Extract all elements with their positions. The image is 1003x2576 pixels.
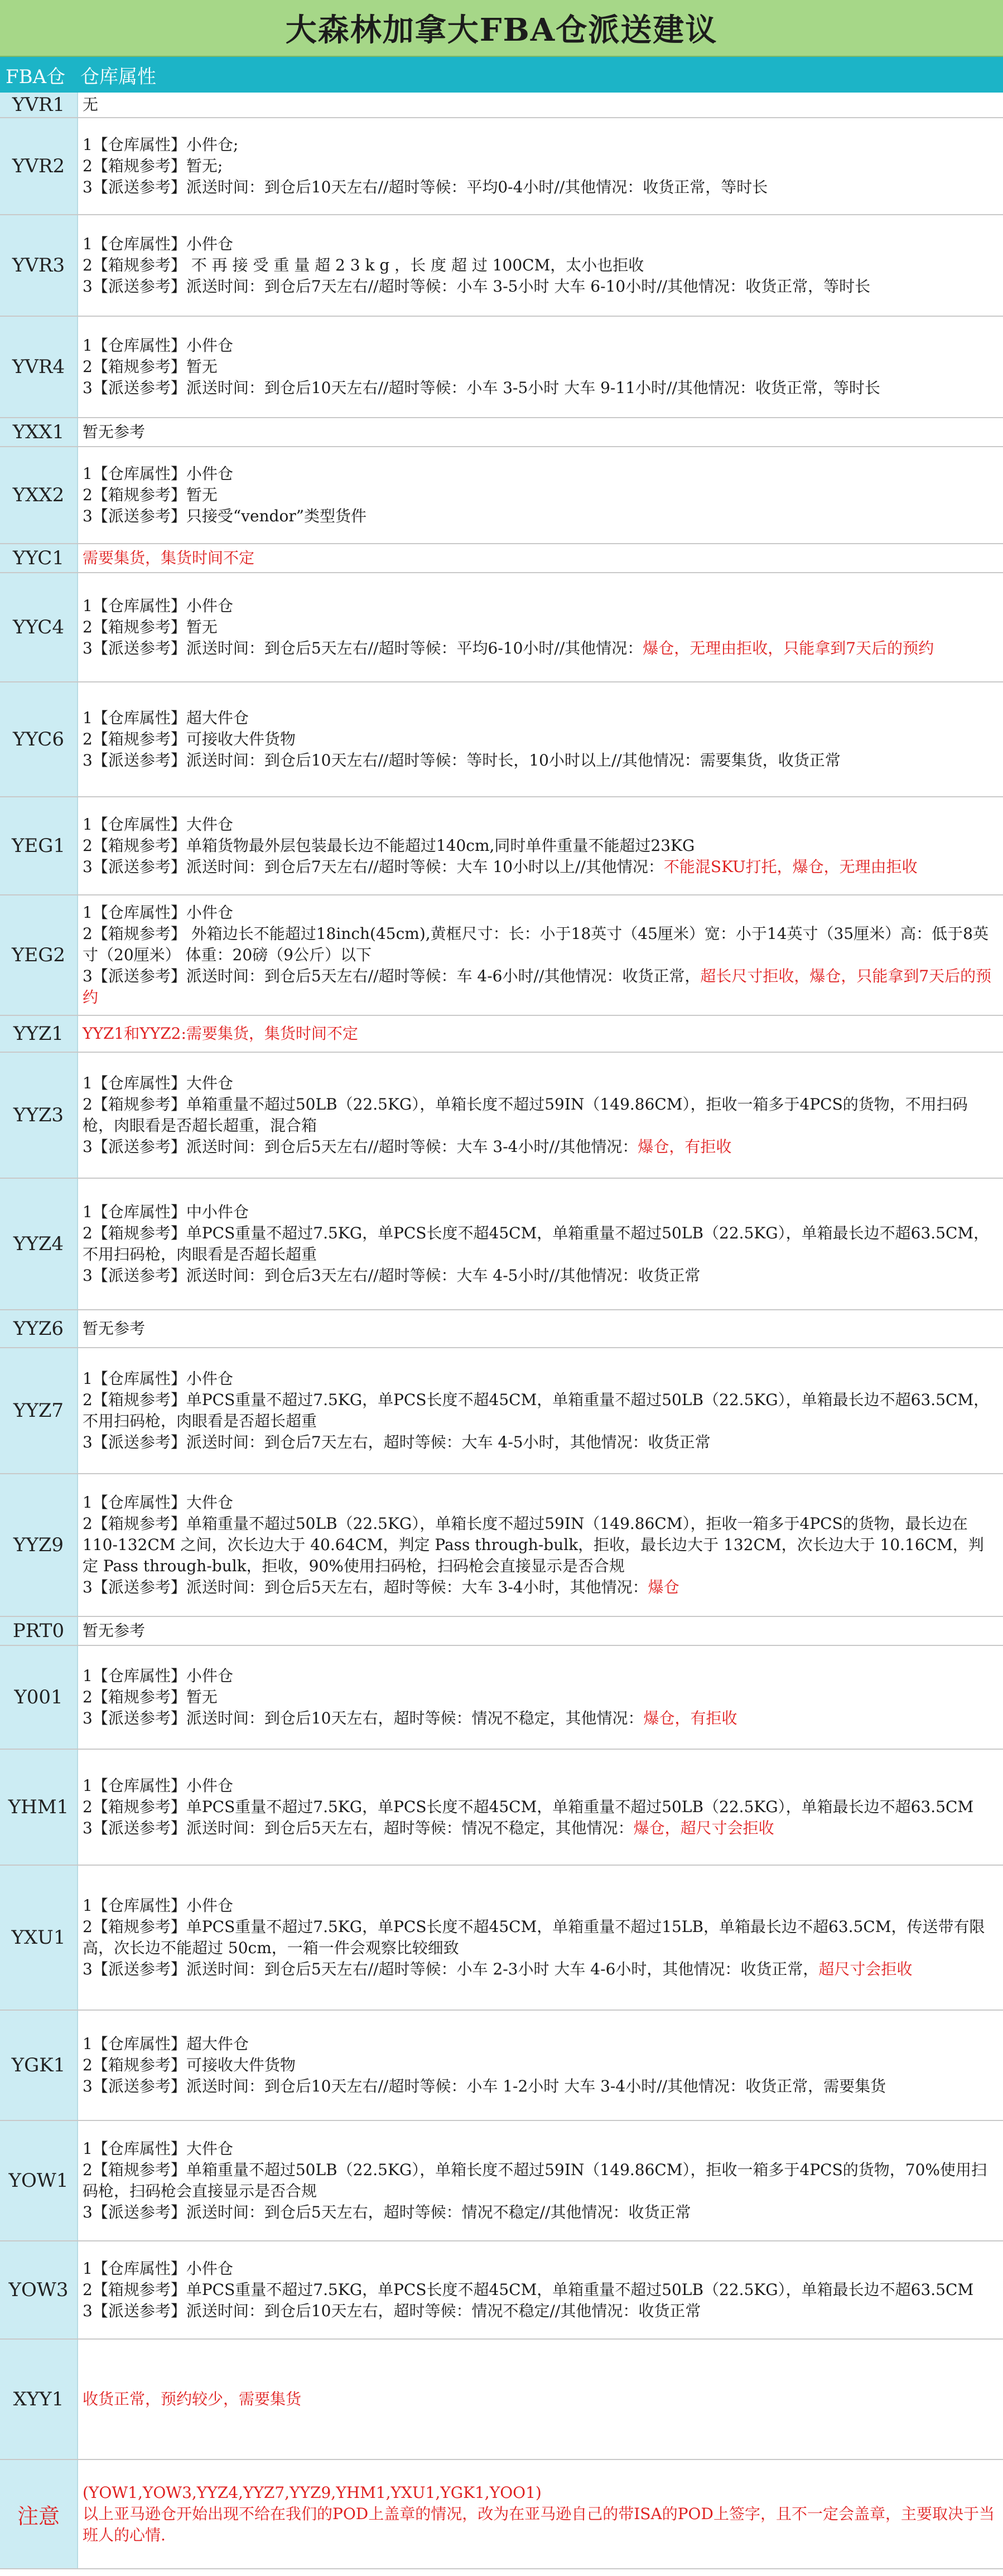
highlight-text: 收货正常，预约较少，需要集货 [83,2390,302,2408]
warehouse-code: YYC6 [0,682,78,796]
detail-line [83,156,995,177]
detail-line [83,966,995,1008]
detail-line [83,335,995,356]
warehouse-details [78,93,1003,117]
detail-text: 3【派送参考】派送时间：到仓后5天左右，超时等候：情况不稳定，其他情况： [83,1819,634,1837]
detail-line [83,1094,995,1136]
warehouse-code: PRT0 [0,1617,78,1645]
detail-text: 3【派送参考】派送时间：到仓后3天左右//超时等候：大车 4-5小时//其他情况：收货正常 [83,1266,701,1285]
detail-text: 1【仓库属性】小件仓 [83,1369,233,1388]
warehouse-code: YXU1 [0,1866,78,2010]
detail-text: 2【箱规参考】暂无 [83,486,218,504]
detail-line [83,923,995,966]
detail-line [83,1708,995,1729]
warehouse-details [78,1617,1003,1645]
detail-line [83,177,995,198]
table-row [0,797,1003,895]
detail-line [83,506,995,527]
detail-text: 3【派送参考】只接受“vendor”类型货件 [83,507,367,525]
detail-line [83,463,995,485]
warehouse-details [78,2340,1003,2459]
detail-text: 1【仓库属性】小件仓 [83,597,233,615]
warehouse-details [78,682,1003,796]
table-row [0,93,1003,118]
header-fba-warehouse: FBA仓 [6,65,66,88]
warehouse-code: YVR4 [0,317,78,417]
warehouse-code: YGK1 [0,2011,78,2120]
detail-text: 1【仓库属性】小件仓 [83,1667,233,1685]
detail-text: 3【派送参考】派送时间：到仓后10天左右，超时等候：情况不稳定，其他情况： [83,1709,644,1727]
detail-text: 1【仓库属性】小件仓 [83,2259,233,2278]
detail-text: 1【仓库属性】小件仓 [83,903,233,922]
table-row [0,2121,1003,2241]
detail-text: 1【仓库属性】大件仓 [83,1074,233,1092]
warehouse-details [78,418,1003,446]
detail-line [83,2202,995,2223]
note-label: 注意 [0,2460,78,2568]
warehouse-code: YEG1 [0,797,78,894]
warehouse-details [78,1866,1003,2010]
warehouse-code: YXX1 [0,418,78,446]
detail-text: 1【仓库属性】小件仓; [83,135,239,154]
warehouse-code: Y001 [0,1646,78,1749]
highlight-text: (YOW1,YOW3,YYZ4,YYZ7,YYZ9,YHM1,YXU1,YGK1,YOO1) [83,2483,542,2502]
warehouse-code: YYZ4 [0,1179,78,1309]
warehouse-code: YYZ3 [0,1053,78,1178]
table-row [0,215,1003,317]
detail-line [83,2389,995,2410]
warehouse-details [78,573,1003,681]
detail-line [83,356,995,377]
detail-text: 1【仓库属性】超大件仓 [83,709,249,727]
highlight-text: YYZ1和YYZ2:需要集货，集货时间不定 [83,1024,358,1043]
table-row [0,1474,1003,1617]
highlight-text: 不能混SKU打托，爆仓，无理由拒收 [663,858,918,876]
detail-text: 2【箱规参考】暂无 [83,1688,218,1706]
detail-text: 3【派送参考】派送时间：到仓后7天左右//超时等候：小车 3-5小时 大车 6-10小时//其他情况：收货正常，等时长 [83,277,871,296]
warehouse-details [78,317,1003,417]
detail-text: 2【箱规参考】 不 再 接 受 重 量 超 2 3 k g ，长 度 超 过 100CM，太小也拒收 [83,256,644,274]
table-row [0,682,1003,797]
detail-line [83,2138,995,2159]
highlight-text: 超长尺寸拒收，爆仓，只能拿到7天后的预约 [83,967,992,1006]
warehouse-code: YYC4 [0,573,78,681]
detail-line [83,485,995,506]
detail-text: 无 [83,95,99,114]
warehouse-code: YVR2 [0,118,78,214]
warehouse-code: YYZ6 [0,1310,78,1347]
detail-line [83,638,995,659]
warehouse-code: YXX2 [0,447,78,543]
detail-text: 1【仓库属性】大件仓 [83,1493,233,1512]
warehouse-code: YVR3 [0,215,78,316]
detail-line [83,1797,995,1818]
detail-text: 1【仓库属性】小件仓 [83,336,233,355]
highlight-text: 需要集货，集货时间不定 [83,549,255,567]
warehouse-table [0,93,1003,2569]
warehouse-details [78,1053,1003,1178]
detail-line [83,234,995,255]
detail-line [83,2301,995,2322]
detail-text: 2【箱规参考】单箱重量不超过50LB（22.5KG），单箱长度不超过59IN（149.86CM），拒收一箱多于4PCS的货物，70%使用扫码枪，扫码枪会直接显示是否合规 [83,2161,987,2200]
detail-text: 2【箱规参考】单PCS重量不超过7.5KG，单PCS长度不超45CM，单箱重量不超过50LB（22.5KG），单箱最长边不超63.5CM [83,1798,974,1816]
header-warehouse-attributes: 仓库属性 [80,65,156,88]
detail-text: 1【仓库属性】中小件仓 [83,1203,249,1221]
detail-line [83,1368,995,1389]
table-row [0,118,1003,215]
detail-text: 3【派送参考】派送时间：到仓后7天左右，超时等候：大车 4-5小时，其他情况：收货正常 [83,1433,711,1451]
detail-text: 1【仓库属性】超大件仓 [83,2035,249,2053]
highlight-text: 爆仓，有拒收 [638,1137,732,1156]
warehouse-code: XYY1 [0,2340,78,2459]
detail-line [83,814,995,835]
highlight-text: 以上亚马逊仓开始出现不给在我们的POD上盖章的情况，改为在亚马逊自己的带ISA的POD上签字，且不一定会盖章，主要取决于当班人的心情. [83,2505,995,2544]
detail-text: 暂无参考 [83,423,146,441]
detail-text: 3【派送参考】派送时间：到仓后10天左右//超时等候：小车 1-2小时 大车 3-4小时//其他情况：收货正常，需要集货 [83,2077,886,2095]
detail-text: 2【箱规参考】可接收大件货物 [83,2056,296,2074]
detail-line [83,1432,995,1453]
detail-line [83,1895,995,1916]
table-row [0,418,1003,447]
detail-line [83,902,995,923]
warehouse-details [78,1179,1003,1309]
detail-text: 暂无参考 [83,1319,146,1338]
table-row [0,1866,1003,2011]
detail-text: 3【派送参考】派送时间：到仓后10天左右//超时等候：小车 3-5小时 大车 9-11小时//其他情况：收货正常，等时长 [83,379,880,397]
detail-line [83,1687,995,1708]
highlight-text: 爆仓，无理由拒收，只能拿到7天后的预约 [643,639,934,657]
warehouse-details [78,1646,1003,1749]
detail-text: 1【仓库属性】小件仓 [83,464,233,483]
detail-text: 1【仓库属性】小件仓 [83,1776,233,1795]
table-row [0,447,1003,544]
detail-text: 3【派送参考】派送时间：到仓后10天左右//超时等候：等时长，10小时以上//其他情况：需要集货，收货正常 [83,751,841,769]
detail-line [83,708,995,729]
detail-line [83,750,995,771]
detail-line [83,422,995,443]
detail-line [83,856,995,878]
detail-line [83,1665,995,1687]
detail-text: 3【派送参考】派送时间：到仓后5天左右，超时等候：情况不稳定//其他情况：收货正常 [83,2203,691,2221]
warehouse-code: YOW3 [0,2241,78,2338]
warehouse-details [78,1474,1003,1616]
detail-line [83,1818,995,1839]
table-row [0,1646,1003,1750]
warehouse-details [78,797,1003,894]
detail-line [83,1775,995,1797]
detail-line [83,2482,995,2504]
table-row [0,1348,1003,1474]
table-row [0,1179,1003,1310]
detail-line [83,1223,995,1265]
warehouse-code: YYC1 [0,544,78,572]
detail-text: 2【箱规参考】暂无 [83,618,218,636]
detail-line [83,1202,995,1223]
detail-text: 3【派送参考】派送时间：到仓后5天左右//超时等候：小车 2-3小时 大车 4-6小时，其他情况：收货正常， [83,1960,819,1978]
detail-line [83,729,995,750]
detail-text: 2【箱规参考】单PCS重量不超过7.5KG，单PCS长度不超45CM，单箱重量不超过50LB（22.5KG），单箱最长边不超63.5CM [83,2280,974,2299]
detail-text: 2【箱规参考】可接收大件货物 [83,730,296,748]
detail-text: 3【派送参考】派送时间：到仓后5天左右//超时等候：车 4-6小时//其他情况：收货正常， [83,967,701,985]
detail-line [83,1916,995,1959]
detail-line [83,2033,995,2055]
table-row [0,544,1003,573]
page-title: 大森林加拿大FBA仓派送建议 [0,0,1003,57]
detail-text: 2【箱规参考】单PCS重量不超过7.5KG，单PCS长度不超45CM，单箱重量不超过50LB（22.5KG），单箱最长边不超63.5CM，不用扫码枪，肉眼看是否超长超重 [83,1391,990,1430]
detail-line [83,2076,995,2097]
detail-line [83,2279,995,2301]
detail-line [83,276,995,297]
detail-line [83,255,995,276]
table-row [0,317,1003,418]
warehouse-code: YHM1 [0,1750,78,1865]
detail-text: 3【派送参考】派送时间：到仓后5天左右//超时等候：大车 3-4小时//其他情况： [83,1137,638,1156]
detail-line [83,1513,995,1577]
table-row [0,1617,1003,1646]
detail-text: 2【箱规参考】单箱重量不超过50LB（22.5KG），单箱长度不超过59IN（149.86CM），拒收一箱多于4PCS的货物，不用扫码枪，肉眼看是否超长超重，混合箱 [83,1095,968,1135]
detail-line [83,1318,995,1339]
warehouse-code: YEG2 [0,895,78,1015]
detail-line [83,595,995,617]
detail-text: 1【仓库属性】大件仓 [83,2139,233,2158]
detail-text: 2【箱规参考】暂无; [83,157,223,175]
highlight-text: 爆仓，有拒收 [643,1709,737,1727]
detail-line [83,548,995,569]
warehouse-code: YVR1 [0,93,78,117]
table-row [0,2011,1003,2121]
table-header [0,57,1003,93]
detail-text: 3【派送参考】派送时间：到仓后10天左右，超时等候：情况不稳定//其他情况：收货正常 [83,2302,701,2320]
highlight-text: 爆仓，超尺寸会拒收 [633,1819,774,1837]
detail-text: 3【派送参考】派送时间：到仓后7天左右//超时等候：大车 10小时以上//其他情况： [83,858,664,876]
detail-line [83,2504,995,2546]
detail-text: 3【派送参考】派送时间：到仓后10天左右//超时等候：平均0-4小时//其他情况：收货正常，等时长 [83,178,768,196]
warehouse-details [78,2241,1003,2338]
highlight-text: 爆仓 [648,1578,679,1596]
detail-text: 2【箱规参考】单箱重量不超过50LB（22.5KG），单箱长度不超过59IN（149.86CM），拒收一箱多于4PCS的货物，最长边在 110-132CM 之间，次长边大于 40.64CM，判定 Pass through-bulk，拒收，最长边大于 132CM，次长边大于 10.16CM，判定 Pass through-bulk，拒收，90%使用扫码枪，扫码枪会直接显示是否合规 [83,1514,984,1575]
detail-text: 2【箱规参考】 外箱边长不能超过18inch(45cm),黄框尺寸：长：小于18英寸（45厘米）宽：小于14英寸（35厘米）高：低于8英寸（20厘米） 体重：20磅（9公斤）以下 [83,924,988,964]
detail-line [83,1023,995,1044]
detail-text: 2【箱规参考】暂无 [83,357,218,376]
table-row [0,2241,1003,2340]
warehouse-details [78,1310,1003,1347]
warehouse-code: YYZ1 [0,1016,78,1052]
detail-text: 2【箱规参考】单PCS重量不超过7.5KG，单PCS长度不超45CM，单箱重量不超过50LB（22.5KG），单箱最长边不超63.5CM，不用扫码枪，肉眼看是否超长超重 [83,1224,990,1263]
detail-line [83,94,995,115]
note-content [78,2460,1003,2568]
detail-line [83,617,995,638]
detail-text: 2【箱规参考】单PCS重量不超过7.5KG，单PCS长度不超45CM，单箱重量不超过15LB，单箱最长边不超63.5CM，传送带有限高，次长边不能超过 50cm，一箱一件会观察比较细致 [83,1918,985,1957]
warehouse-code: YYZ9 [0,1474,78,1616]
detail-line [83,1265,995,1286]
detail-line [83,835,995,856]
warehouse-details [78,544,1003,572]
detail-line [83,1620,995,1642]
detail-text: 1【仓库属性】小件仓 [83,1896,233,1915]
detail-line [83,377,995,399]
detail-line [83,1073,995,1094]
detail-line [83,2055,995,2076]
detail-line [83,1959,995,1980]
detail-text: 暂无参考 [83,1621,146,1640]
table-row [0,2460,1003,2569]
detail-line [83,2258,995,2279]
warehouse-details [78,2121,1003,2240]
detail-line [83,134,995,156]
warehouse-code: YYZ7 [0,1348,78,1473]
table-row [0,1016,1003,1053]
warehouse-details [78,1750,1003,1865]
warehouse-details [78,118,1003,214]
detail-line [83,1136,995,1158]
detail-line [83,2159,995,2202]
detail-line [83,1389,995,1432]
warehouse-details [78,895,1003,1015]
table-row [0,1310,1003,1348]
table-row [0,895,1003,1016]
detail-text: 3【派送参考】派送时间：到仓后5天左右//超时等候：平均6-10小时//其他情况： [83,639,643,657]
warehouse-details [78,1016,1003,1052]
table-row [0,573,1003,682]
detail-text: 2【箱规参考】单箱货物最外层包装最长边不能超过140cm,同时单件重量不能超过23KG [83,836,695,855]
warehouse-details [78,447,1003,543]
warehouse-code: YOW1 [0,2121,78,2240]
table-row [0,1053,1003,1179]
detail-line [83,1492,995,1513]
warehouse-details [78,215,1003,316]
detail-text: 3【派送参考】派送时间：到仓后5天左右，超时等候：大车 3-4小时，其他情况： [83,1578,648,1596]
detail-text: 1【仓库属性】小件仓 [83,235,233,253]
warehouse-details [78,2011,1003,2120]
table-row [0,1750,1003,1866]
warehouse-details [78,1348,1003,1473]
highlight-text: 超尺寸会拒收 [818,1960,913,1978]
detail-text: 1【仓库属性】大件仓 [83,815,233,834]
detail-line [83,1577,995,1598]
table-row [0,2340,1003,2460]
